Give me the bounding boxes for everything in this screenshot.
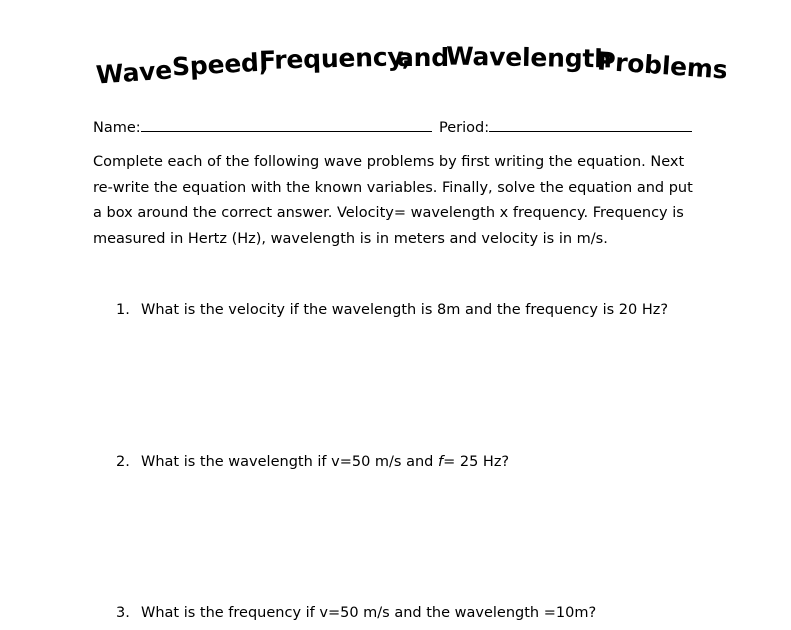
instructions-line: measured in Hertz (Hz), wavelength is in meters and velocity is in m/s.: [93, 230, 608, 247]
question-1: [116, 302, 668, 318]
title-word-and: and: [397, 43, 449, 72]
instructions-line: re-write the equation with the known variables. Finally, solve the equation and put: [93, 179, 693, 196]
title-word-speed: Speed,: [171, 47, 269, 82]
title-word-wavelength: Wavelength: [445, 41, 613, 74]
question-number: 1.: [116, 302, 130, 318]
question-text-after: = 25 Hz?: [443, 454, 510, 470]
name-blank[interactable]: [141, 116, 432, 132]
question-3: [116, 605, 596, 621]
title-word-wave: Wave: [95, 55, 173, 90]
instructions-line: Complete each of the following wave problems by first writing the equation. Next: [93, 154, 685, 170]
name-field-row: [93, 116, 432, 136]
question-number: 3.: [116, 605, 130, 621]
question-number: 2.: [116, 454, 130, 470]
period-blank[interactable]: [489, 116, 692, 132]
question-text: What is the frequency if v=50 m/s and the wavelength =10m?: [141, 605, 597, 621]
frequency-variable: f: [437, 454, 444, 470]
instructions-paragraph: [93, 150, 703, 252]
period-field-row: [439, 116, 692, 136]
name-label: Name:: [93, 120, 141, 136]
period-label: Period:: [439, 120, 490, 136]
page-title: [0, 0, 791, 110]
question-text-before: What is the wavelength if v=50 m/s and: [141, 454, 438, 470]
question-text: What is the velocity if the wavelength is 8m and the frequency is 20 Hz?: [141, 302, 669, 318]
title-word-problems: Problems: [596, 46, 729, 85]
title-word-frequency: Frequency,: [258, 42, 412, 75]
question-2: [116, 454, 509, 470]
instructions-line: a box around the correct answer. Velocity= wavelength x frequency. Frequency is: [93, 205, 684, 221]
